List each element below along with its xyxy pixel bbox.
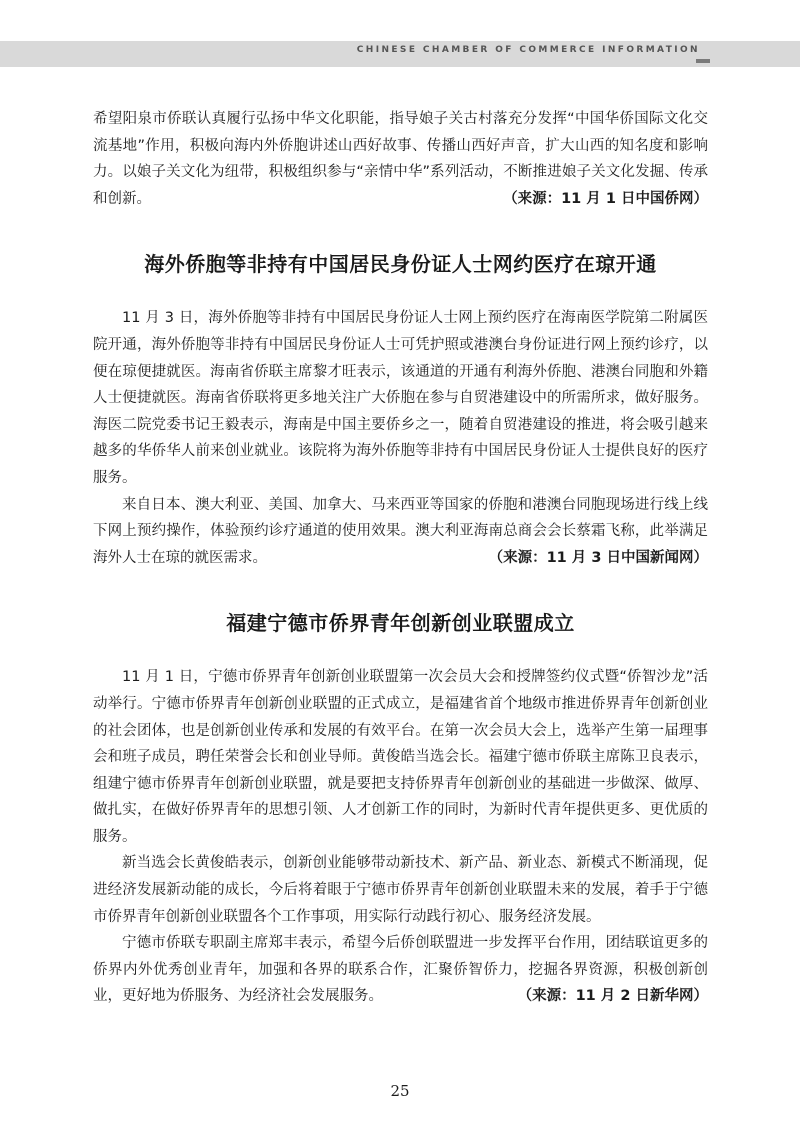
article-continued — [93, 106, 708, 212]
article-hainan-medical — [93, 248, 708, 571]
paragraph-text: 希望阳泉市侨联认真履行弘扬中华文化职能，指导娘子关古村落充分发挥“中国华侨国际文化交流基地”作用，积极向海内外侨胞讲述山西好故事、传播山西好声音，扩大山西的知名度和影响力。以娘子关文化为纽带，积极组织参与“亲情中华”系列活动，不断推进娘子关文化发掘、传承和创新。 — [93, 111, 708, 207]
header-accent-mark — [696, 59, 710, 63]
article-paragraph — [93, 492, 708, 572]
article-paragraph: 11 月 1 日，宁德市侨界青年创新创业联盟第一次会员大会和授牌签约仪式暨“侨智沙龙”活动举行。宁德市侨界青年创新创业联盟的正式成立，是福建省首个地级市推进侨界青年创新创业的社会团体，也是创新创业传承和发展的有效平台。在第一次会员大会上，选举产生第一届理事会和班子成员，聘任荣誉会长和创业导师。黄俊皓当选会长。福建宁德市侨联主席陈卫良表示，组建宁德市侨界青年创新创业联盟，就是要把支持侨界青年创新创业的基础进一步做深、做厚、做扎实，在做好侨界青年的思想引领、人才创新工作的同时，为新时代青年提供更多、更优质的服务。 — [93, 669, 708, 845]
article-paragraph — [93, 930, 708, 1010]
article-paragraph: 11 月 3 日，海外侨胞等非持有中国居民身份证人士网上预约医疗在海南医学院第二附属医院开通，海外侨胞等非持有中国居民身份证人士可凭护照或港澳台身份证进行网上预约诊疗，以便在琼便捷就医。海南省侨联主席黎才旺表示，该通道的开通有利海外侨胞、港澳台同胞和外籍人士便捷就医。海南省侨联将更多地关注广大侨胞在参与自贸港建设中的所需所求，做好服务。海医二院党委书记王毅表示，海南是中国主要侨乡之一，随着自贸港建设的推进，将会吸引越来越多的华侨华人前来创业就业。该院将为海外侨胞等非持有中国居民身份证人士提供良好的医疗服务。 — [93, 310, 708, 486]
header-title: CHINESE CHAMBER OF COMMERCE INFORMATION — [356, 45, 700, 55]
article-paragraph — [93, 106, 708, 212]
paragraph-text: 来自日本、澳大利亚、美国、加拿大、马来西亚等国家的侨胞和港澳台同胞现场进行线上线下网上预约操作，体验预约诊疗通道的使用效果。澳大利亚海南总商会会长蔡霜飞称，此举满足海外人士在琼的就医需求。 — [93, 496, 708, 566]
article-ningde-alliance — [93, 607, 708, 1010]
paragraph-text: 宁德市侨联专职副主席郑丰表示，希望今后侨创联盟进一步发挥平台作用，团结联谊更多的侨界内外优秀创业青年，加强和各界的联系合作，汇聚侨智侨力，挖掘各界资源，积极创新创业，更好地为侨服务、为经济社会发展服务。 — [93, 935, 708, 1005]
article-paragraph: 新当选会长黄俊皓表示，创新创业能够带动新技术、新产品、新业态、新模式不断涌现，促进经济发展新动能的成长，今后将着眼于宁德市侨界青年创新创业联盟未来的发展，着手于宁德市侨界青年创新创业联盟各个工作事项，用实际行动践行初心、服务经济发展。 — [93, 855, 708, 925]
article-title: 福建宁德市侨界青年创新创业联盟成立 — [226, 611, 575, 636]
page-content — [93, 106, 708, 1010]
page-number: 25 — [390, 1082, 410, 1100]
article-title: 海外侨胞等非持有中国居民身份证人士网约医疗在琼开通 — [144, 252, 657, 277]
source-citation: （来源：11 月 2 日新华网） — [517, 988, 708, 1005]
source-citation: （来源：11 月 3 日中国新闻网） — [488, 549, 708, 566]
source-citation: （来源：11 月 1 日中国侨网） — [503, 190, 708, 207]
